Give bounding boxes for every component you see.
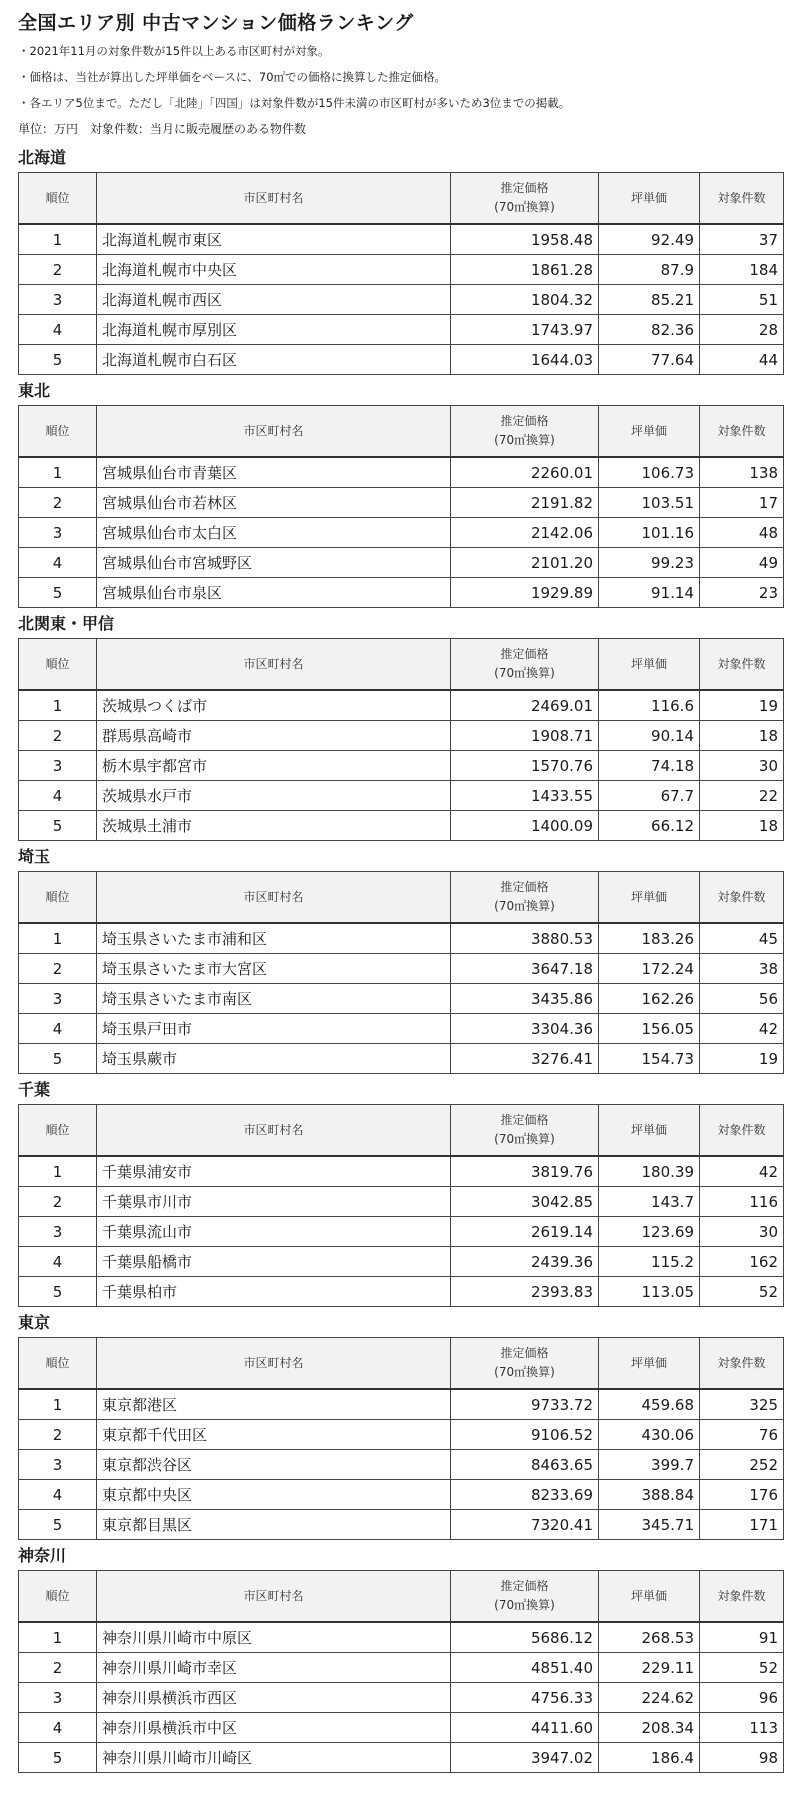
tsubo-cell: 399.7 xyxy=(599,1450,700,1480)
city-cell: 埼玉県蕨市 xyxy=(97,1044,451,1074)
price-cell: 1958.48 xyxy=(451,224,599,255)
header-price xyxy=(451,1571,599,1623)
rank-cell: 2 xyxy=(19,1187,97,1217)
header-price-line1: 推定価格 xyxy=(500,181,549,195)
header-tsubo: 坪単価 xyxy=(599,1105,700,1157)
area-title: 埼玉 xyxy=(18,847,51,866)
rank-cell: 2 xyxy=(19,954,97,984)
rank-cell: 3 xyxy=(19,285,97,315)
price-cell: 4851.40 xyxy=(451,1653,599,1683)
price-cell: 1570.76 xyxy=(451,751,599,781)
city-cell: 宮城県仙台市泉区 xyxy=(97,578,451,608)
header-rank: 順位 xyxy=(19,406,97,458)
table-header-row xyxy=(19,406,784,458)
tsubo-cell: 156.05 xyxy=(599,1014,700,1044)
header-price-line1: 推定価格 xyxy=(500,1113,549,1127)
header-city: 市区町村名 xyxy=(97,872,451,924)
area-title: 東京 xyxy=(18,1313,51,1332)
count-cell: 113 xyxy=(700,1713,784,1743)
header-city: 市区町村名 xyxy=(97,1571,451,1623)
header-tsubo: 坪単価 xyxy=(599,872,700,924)
count-cell: 22 xyxy=(700,781,784,811)
city-cell: 神奈川県川崎市川崎区 xyxy=(97,1743,451,1773)
tsubo-cell: 103.51 xyxy=(599,488,700,518)
count-cell: 91 xyxy=(700,1622,784,1653)
city-cell: 宮城県仙台市青葉区 xyxy=(97,457,451,488)
table-row xyxy=(19,1510,784,1540)
city-cell: 東京都千代田区 xyxy=(97,1420,451,1450)
tsubo-cell: 229.11 xyxy=(599,1653,700,1683)
header-count: 対象件数 xyxy=(700,639,784,691)
area-section xyxy=(18,608,783,841)
rank-cell: 3 xyxy=(19,751,97,781)
header-rank: 順位 xyxy=(19,1338,97,1390)
rank-cell: 5 xyxy=(19,1044,97,1074)
city-cell: 北海道札幌市中央区 xyxy=(97,255,451,285)
city-cell: 神奈川県横浜市西区 xyxy=(97,1683,451,1713)
tsubo-cell: 106.73 xyxy=(599,457,700,488)
tsubo-cell: 388.84 xyxy=(599,1480,700,1510)
tsubo-cell: 180.39 xyxy=(599,1156,700,1187)
rank-cell: 1 xyxy=(19,457,97,488)
city-cell: 宮城県仙台市宮城野区 xyxy=(97,548,451,578)
ranking-sections xyxy=(18,142,783,1773)
header-price-line2: (70㎡換算) xyxy=(494,433,555,447)
price-cell: 4756.33 xyxy=(451,1683,599,1713)
tsubo-cell: 186.4 xyxy=(599,1743,700,1773)
table-row xyxy=(19,518,784,548)
tsubo-cell: 113.05 xyxy=(599,1277,700,1307)
ranking-table xyxy=(18,1104,784,1307)
city-cell: 千葉県流山市 xyxy=(97,1217,451,1247)
price-cell: 1929.89 xyxy=(451,578,599,608)
city-cell: 東京都中央区 xyxy=(97,1480,451,1510)
table-header-row xyxy=(19,1571,784,1623)
count-cell: 44 xyxy=(700,345,784,375)
header-price-line1: 推定価格 xyxy=(500,647,549,661)
city-cell: 北海道札幌市厚別区 xyxy=(97,315,451,345)
tsubo-cell: 91.14 xyxy=(599,578,700,608)
city-cell: 宮城県仙台市太白区 xyxy=(97,518,451,548)
tsubo-cell: 162.26 xyxy=(599,984,700,1014)
header-price-line1: 推定価格 xyxy=(500,414,549,428)
price-cell: 3042.85 xyxy=(451,1187,599,1217)
rank-cell: 3 xyxy=(19,984,97,1014)
tsubo-cell: 85.21 xyxy=(599,285,700,315)
rank-cell: 3 xyxy=(19,1217,97,1247)
area-section xyxy=(18,1307,783,1540)
tsubo-cell: 268.53 xyxy=(599,1622,700,1653)
table-header-row xyxy=(19,1105,784,1157)
header-rank: 順位 xyxy=(19,1105,97,1157)
table-row xyxy=(19,1480,784,1510)
price-cell: 8233.69 xyxy=(451,1480,599,1510)
table-row xyxy=(19,457,784,488)
table-row xyxy=(19,488,784,518)
area-title: 東北 xyxy=(18,381,51,400)
table-row xyxy=(19,690,784,721)
header-count: 対象件数 xyxy=(700,173,784,225)
header-city: 市区町村名 xyxy=(97,173,451,225)
price-cell: 2469.01 xyxy=(451,690,599,721)
city-cell: 埼玉県戸田市 xyxy=(97,1014,451,1044)
ranking-table xyxy=(18,405,784,608)
count-cell: 96 xyxy=(700,1683,784,1713)
tsubo-cell: 208.34 xyxy=(599,1713,700,1743)
count-cell: 116 xyxy=(700,1187,784,1217)
header-rank: 順位 xyxy=(19,1571,97,1623)
rank-cell: 4 xyxy=(19,1480,97,1510)
table-header-row xyxy=(19,639,784,691)
rank-cell: 2 xyxy=(19,1420,97,1450)
table-row xyxy=(19,984,784,1014)
table-row xyxy=(19,345,784,375)
rank-cell: 5 xyxy=(19,578,97,608)
tsubo-cell: 143.7 xyxy=(599,1187,700,1217)
table-row xyxy=(19,751,784,781)
count-cell: 42 xyxy=(700,1014,784,1044)
count-cell: 138 xyxy=(700,457,784,488)
header-price xyxy=(451,1105,599,1157)
rank-cell: 4 xyxy=(19,548,97,578)
header-price xyxy=(451,1338,599,1390)
city-cell: 埼玉県さいたま市浦和区 xyxy=(97,923,451,954)
header-price xyxy=(451,173,599,225)
count-cell: 252 xyxy=(700,1450,784,1480)
header-price xyxy=(451,872,599,924)
count-cell: 76 xyxy=(700,1420,784,1450)
header-price-line1: 推定価格 xyxy=(500,1579,549,1593)
table-row xyxy=(19,1156,784,1187)
table-row xyxy=(19,923,784,954)
city-cell: 埼玉県さいたま市大宮区 xyxy=(97,954,451,984)
tsubo-cell: 66.12 xyxy=(599,811,700,841)
tsubo-cell: 172.24 xyxy=(599,954,700,984)
area-section xyxy=(18,1074,783,1307)
count-cell: 42 xyxy=(700,1156,784,1187)
price-cell: 3304.36 xyxy=(451,1014,599,1044)
tsubo-cell: 154.73 xyxy=(599,1044,700,1074)
table-row xyxy=(19,1014,784,1044)
count-cell: 19 xyxy=(700,690,784,721)
price-cell: 2260.01 xyxy=(451,457,599,488)
rank-cell: 4 xyxy=(19,1247,97,1277)
tsubo-cell: 115.2 xyxy=(599,1247,700,1277)
count-cell: 28 xyxy=(700,315,784,345)
ranking-table xyxy=(18,1570,784,1773)
rank-cell: 2 xyxy=(19,255,97,285)
rank-cell: 5 xyxy=(19,345,97,375)
city-cell: 埼玉県さいたま市南区 xyxy=(97,984,451,1014)
tsubo-cell: 82.36 xyxy=(599,315,700,345)
count-cell: 184 xyxy=(700,255,784,285)
area-section xyxy=(18,841,783,1074)
header-count: 対象件数 xyxy=(700,1571,784,1623)
city-cell: 千葉県浦安市 xyxy=(97,1156,451,1187)
city-cell: 北海道札幌市白石区 xyxy=(97,345,451,375)
area-section xyxy=(18,142,783,375)
table-row xyxy=(19,1389,784,1420)
tsubo-cell: 430.06 xyxy=(599,1420,700,1450)
header-price-line2: (70㎡換算) xyxy=(494,1132,555,1146)
header-tsubo: 坪単価 xyxy=(599,406,700,458)
area-section xyxy=(18,375,783,608)
price-cell: 3880.53 xyxy=(451,923,599,954)
table-row xyxy=(19,1743,784,1773)
table-row xyxy=(19,224,784,255)
count-cell: 162 xyxy=(700,1247,784,1277)
price-cell: 9106.52 xyxy=(451,1420,599,1450)
price-cell: 8463.65 xyxy=(451,1450,599,1480)
area-title: 神奈川 xyxy=(18,1546,67,1565)
tsubo-cell: 90.14 xyxy=(599,721,700,751)
price-cell: 1433.55 xyxy=(451,781,599,811)
header-city: 市区町村名 xyxy=(97,639,451,691)
rank-cell: 3 xyxy=(19,518,97,548)
rank-cell: 1 xyxy=(19,690,97,721)
rank-cell: 2 xyxy=(19,488,97,518)
header-price-line2: (70㎡換算) xyxy=(494,899,555,913)
tsubo-cell: 459.68 xyxy=(599,1389,700,1420)
tsubo-cell: 101.16 xyxy=(599,518,700,548)
table-row xyxy=(19,781,784,811)
header-city: 市区町村名 xyxy=(97,1338,451,1390)
unit-note: 単位：万円 対象件数：当月に販売履歴のある物件数 xyxy=(18,122,307,136)
city-cell: 茨城県つくば市 xyxy=(97,690,451,721)
table-row xyxy=(19,255,784,285)
header-price-line2: (70㎡換算) xyxy=(494,200,555,214)
count-cell: 38 xyxy=(700,954,784,984)
header-rank: 順位 xyxy=(19,872,97,924)
city-cell: 神奈川県横浜市中区 xyxy=(97,1713,451,1743)
tsubo-cell: 345.71 xyxy=(599,1510,700,1540)
table-header-row xyxy=(19,1338,784,1390)
price-cell: 3435.86 xyxy=(451,984,599,1014)
price-cell: 5686.12 xyxy=(451,1622,599,1653)
count-cell: 23 xyxy=(700,578,784,608)
city-cell: 茨城県水戸市 xyxy=(97,781,451,811)
price-cell: 3276.41 xyxy=(451,1044,599,1074)
tsubo-cell: 87.9 xyxy=(599,255,700,285)
table-row xyxy=(19,1277,784,1307)
count-cell: 49 xyxy=(700,548,784,578)
table-row xyxy=(19,1622,784,1653)
tsubo-cell: 224.62 xyxy=(599,1683,700,1713)
note-line: ・価格は、当社が算出した坪単価をベースに、70㎡での価格に換算した推定価格。 xyxy=(18,70,447,84)
price-cell: 1861.28 xyxy=(451,255,599,285)
table-row xyxy=(19,1450,784,1480)
table-row xyxy=(19,548,784,578)
rank-cell: 1 xyxy=(19,923,97,954)
tsubo-cell: 92.49 xyxy=(599,224,700,255)
header-tsubo: 坪単価 xyxy=(599,1571,700,1623)
count-cell: 19 xyxy=(700,1044,784,1074)
price-cell: 1804.32 xyxy=(451,285,599,315)
price-cell: 1743.97 xyxy=(451,315,599,345)
price-cell: 3947.02 xyxy=(451,1743,599,1773)
tsubo-cell: 183.26 xyxy=(599,923,700,954)
city-cell: 栃木県宇都宮市 xyxy=(97,751,451,781)
table-row xyxy=(19,811,784,841)
rank-cell: 1 xyxy=(19,1622,97,1653)
price-cell: 7320.41 xyxy=(451,1510,599,1540)
city-cell: 茨城県土浦市 xyxy=(97,811,451,841)
count-cell: 325 xyxy=(700,1389,784,1420)
price-cell: 2393.83 xyxy=(451,1277,599,1307)
header-tsubo: 坪単価 xyxy=(599,639,700,691)
rank-cell: 4 xyxy=(19,1014,97,1044)
price-cell: 2142.06 xyxy=(451,518,599,548)
price-cell: 3819.76 xyxy=(451,1156,599,1187)
city-cell: 千葉県市川市 xyxy=(97,1187,451,1217)
city-cell: 東京都目黒区 xyxy=(97,1510,451,1540)
count-cell: 176 xyxy=(700,1480,784,1510)
price-cell: 1400.09 xyxy=(451,811,599,841)
header-tsubo: 坪単価 xyxy=(599,1338,700,1390)
header-city: 市区町村名 xyxy=(97,1105,451,1157)
area-title: 北関東・甲信 xyxy=(18,614,115,633)
table-row xyxy=(19,954,784,984)
price-cell: 2619.14 xyxy=(451,1217,599,1247)
price-cell: 1908.71 xyxy=(451,721,599,751)
header-price-line2: (70㎡換算) xyxy=(494,666,555,680)
table-row xyxy=(19,1187,784,1217)
note-line: ・各エリア5位まで。ただし「北陸」「四国」は対象件数が15件未満の市区町村が多いため3位までの掲載。 xyxy=(18,96,571,110)
header-rank: 順位 xyxy=(19,639,97,691)
city-cell: 千葉県船橋市 xyxy=(97,1247,451,1277)
table-row xyxy=(19,1653,784,1683)
table-row xyxy=(19,1420,784,1450)
rank-cell: 4 xyxy=(19,315,97,345)
count-cell: 48 xyxy=(700,518,784,548)
city-cell: 群馬県高崎市 xyxy=(97,721,451,751)
ranking-table xyxy=(18,172,784,375)
rank-cell: 2 xyxy=(19,721,97,751)
tsubo-cell: 123.69 xyxy=(599,1217,700,1247)
rank-cell: 3 xyxy=(19,1450,97,1480)
table-row xyxy=(19,285,784,315)
header-count: 対象件数 xyxy=(700,406,784,458)
area-section xyxy=(18,1540,783,1773)
header-price-line1: 推定価格 xyxy=(500,880,549,894)
header-price xyxy=(451,639,599,691)
header-count: 対象件数 xyxy=(700,1338,784,1390)
ranking-table xyxy=(18,638,784,841)
count-cell: 98 xyxy=(700,1743,784,1773)
table-row xyxy=(19,578,784,608)
city-cell: 東京都渋谷区 xyxy=(97,1450,451,1480)
header-price-line2: (70㎡換算) xyxy=(494,1365,555,1379)
tsubo-cell: 74.18 xyxy=(599,751,700,781)
table-header-row xyxy=(19,872,784,924)
city-cell: 神奈川県川崎市中原区 xyxy=(97,1622,451,1653)
note-line: ・2021年11月の対象件数が15件以上ある市区町村が対象。 xyxy=(18,44,330,58)
header-count: 対象件数 xyxy=(700,1105,784,1157)
city-cell: 北海道札幌市東区 xyxy=(97,224,451,255)
tsubo-cell: 67.7 xyxy=(599,781,700,811)
count-cell: 52 xyxy=(700,1653,784,1683)
table-header-row xyxy=(19,173,784,225)
count-cell: 52 xyxy=(700,1277,784,1307)
count-cell: 56 xyxy=(700,984,784,1014)
table-row xyxy=(19,1044,784,1074)
count-cell: 51 xyxy=(700,285,784,315)
price-cell: 9733.72 xyxy=(451,1389,599,1420)
city-cell: 宮城県仙台市若林区 xyxy=(97,488,451,518)
count-cell: 30 xyxy=(700,1217,784,1247)
rank-cell: 5 xyxy=(19,1510,97,1540)
tsubo-cell: 77.64 xyxy=(599,345,700,375)
rank-cell: 2 xyxy=(19,1653,97,1683)
price-cell: 3647.18 xyxy=(451,954,599,984)
count-cell: 18 xyxy=(700,721,784,751)
price-cell: 2191.82 xyxy=(451,488,599,518)
rank-cell: 1 xyxy=(19,1156,97,1187)
page-title: 全国エリア別 中古マンション価格ランキング xyxy=(18,12,414,34)
count-cell: 30 xyxy=(700,751,784,781)
table-row xyxy=(19,1713,784,1743)
table-row xyxy=(19,1217,784,1247)
area-title: 北海道 xyxy=(18,148,67,167)
header-city: 市区町村名 xyxy=(97,406,451,458)
header-tsubo: 坪単価 xyxy=(599,173,700,225)
price-cell: 4411.60 xyxy=(451,1713,599,1743)
table-row xyxy=(19,315,784,345)
city-cell: 神奈川県川崎市幸区 xyxy=(97,1653,451,1683)
rank-cell: 5 xyxy=(19,811,97,841)
price-cell: 1644.03 xyxy=(451,345,599,375)
tsubo-cell: 116.6 xyxy=(599,690,700,721)
city-cell: 東京都港区 xyxy=(97,1389,451,1420)
rank-cell: 3 xyxy=(19,1683,97,1713)
rank-cell: 5 xyxy=(19,1743,97,1773)
table-row xyxy=(19,1247,784,1277)
ranking-table xyxy=(18,1337,784,1540)
rank-cell: 1 xyxy=(19,224,97,255)
header-rank: 順位 xyxy=(19,173,97,225)
tsubo-cell: 99.23 xyxy=(599,548,700,578)
header-price-line1: 推定価格 xyxy=(500,1346,549,1360)
rank-cell: 5 xyxy=(19,1277,97,1307)
rank-cell: 4 xyxy=(19,1713,97,1743)
city-cell: 千葉県柏市 xyxy=(97,1277,451,1307)
table-row xyxy=(19,721,784,751)
count-cell: 17 xyxy=(700,488,784,518)
table-row xyxy=(19,1683,784,1713)
price-cell: 2439.36 xyxy=(451,1247,599,1277)
count-cell: 171 xyxy=(700,1510,784,1540)
header-price xyxy=(451,406,599,458)
price-cell: 2101.20 xyxy=(451,548,599,578)
header-count: 対象件数 xyxy=(700,872,784,924)
city-cell: 北海道札幌市西区 xyxy=(97,285,451,315)
area-title: 千葉 xyxy=(18,1080,51,1099)
rank-cell: 4 xyxy=(19,781,97,811)
count-cell: 18 xyxy=(700,811,784,841)
rank-cell: 1 xyxy=(19,1389,97,1420)
count-cell: 37 xyxy=(700,224,784,255)
count-cell: 45 xyxy=(700,923,784,954)
header-price-line2: (70㎡換算) xyxy=(494,1598,555,1612)
ranking-table xyxy=(18,871,784,1074)
